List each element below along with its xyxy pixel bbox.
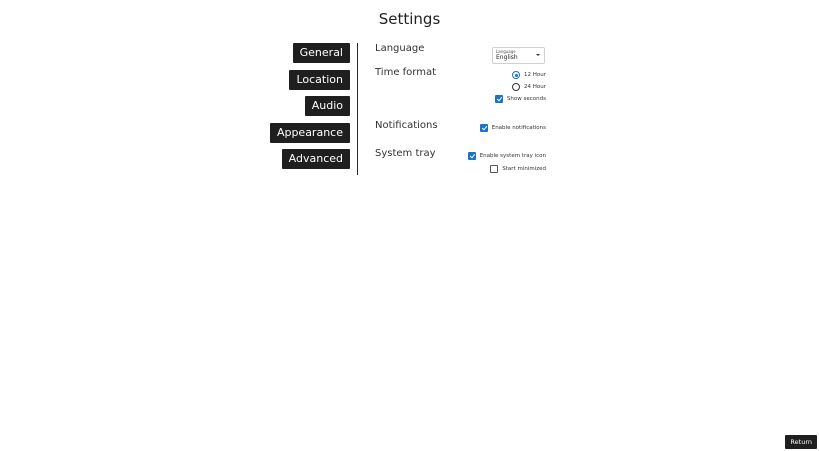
nav-location-button[interactable]: Location (289, 70, 350, 90)
radio-12-hour-label: 12 Hour (524, 72, 546, 78)
settings-nav (270, 43, 350, 176)
language-select[interactable] (492, 47, 545, 64)
nav-appearance-button[interactable]: Appearance (270, 123, 350, 143)
language-label: Language (375, 43, 425, 54)
start-minimized-label: Start minimized (502, 166, 546, 172)
time-format-option-24h[interactable] (512, 83, 546, 91)
start-minimized-row[interactable] (490, 165, 546, 173)
radio-24-hour-label: 24 Hour (524, 84, 546, 90)
radio-12-hour[interactable] (512, 71, 520, 79)
nav-audio-button[interactable]: Audio (305, 96, 350, 116)
nav-general-button[interactable]: General (293, 43, 350, 63)
nav-advanced-button[interactable]: Advanced (282, 149, 350, 169)
return-button[interactable]: Return (785, 435, 817, 449)
notifications-label: Notifications (375, 120, 438, 131)
enable-notifications-checkbox[interactable] (480, 124, 488, 132)
time-format-label: Time format (375, 67, 437, 78)
show-seconds-label: Show seconds (506, 96, 546, 102)
start-minimized-checkbox[interactable] (490, 165, 498, 173)
radio-24-hour[interactable] (512, 83, 520, 91)
nav-divider (357, 43, 358, 175)
caret-down-icon (536, 54, 540, 56)
system-tray-label: System tray (375, 148, 436, 159)
page-title: Settings (378, 10, 441, 28)
enable-notifications-row[interactable] (480, 124, 546, 132)
enable-notifications-label: Enable notifications (491, 125, 546, 131)
enable-tray-icon-label: Enable system tray icon (479, 153, 546, 159)
enable-tray-icon-checkbox[interactable] (468, 152, 476, 160)
language-select-label: Language (496, 49, 516, 54)
language-select-value: English (496, 54, 518, 61)
time-format-option-12h[interactable] (512, 71, 546, 79)
show-seconds-row[interactable] (495, 95, 546, 103)
enable-tray-icon-row[interactable] (468, 152, 546, 160)
show-seconds-checkbox[interactable] (495, 95, 503, 103)
